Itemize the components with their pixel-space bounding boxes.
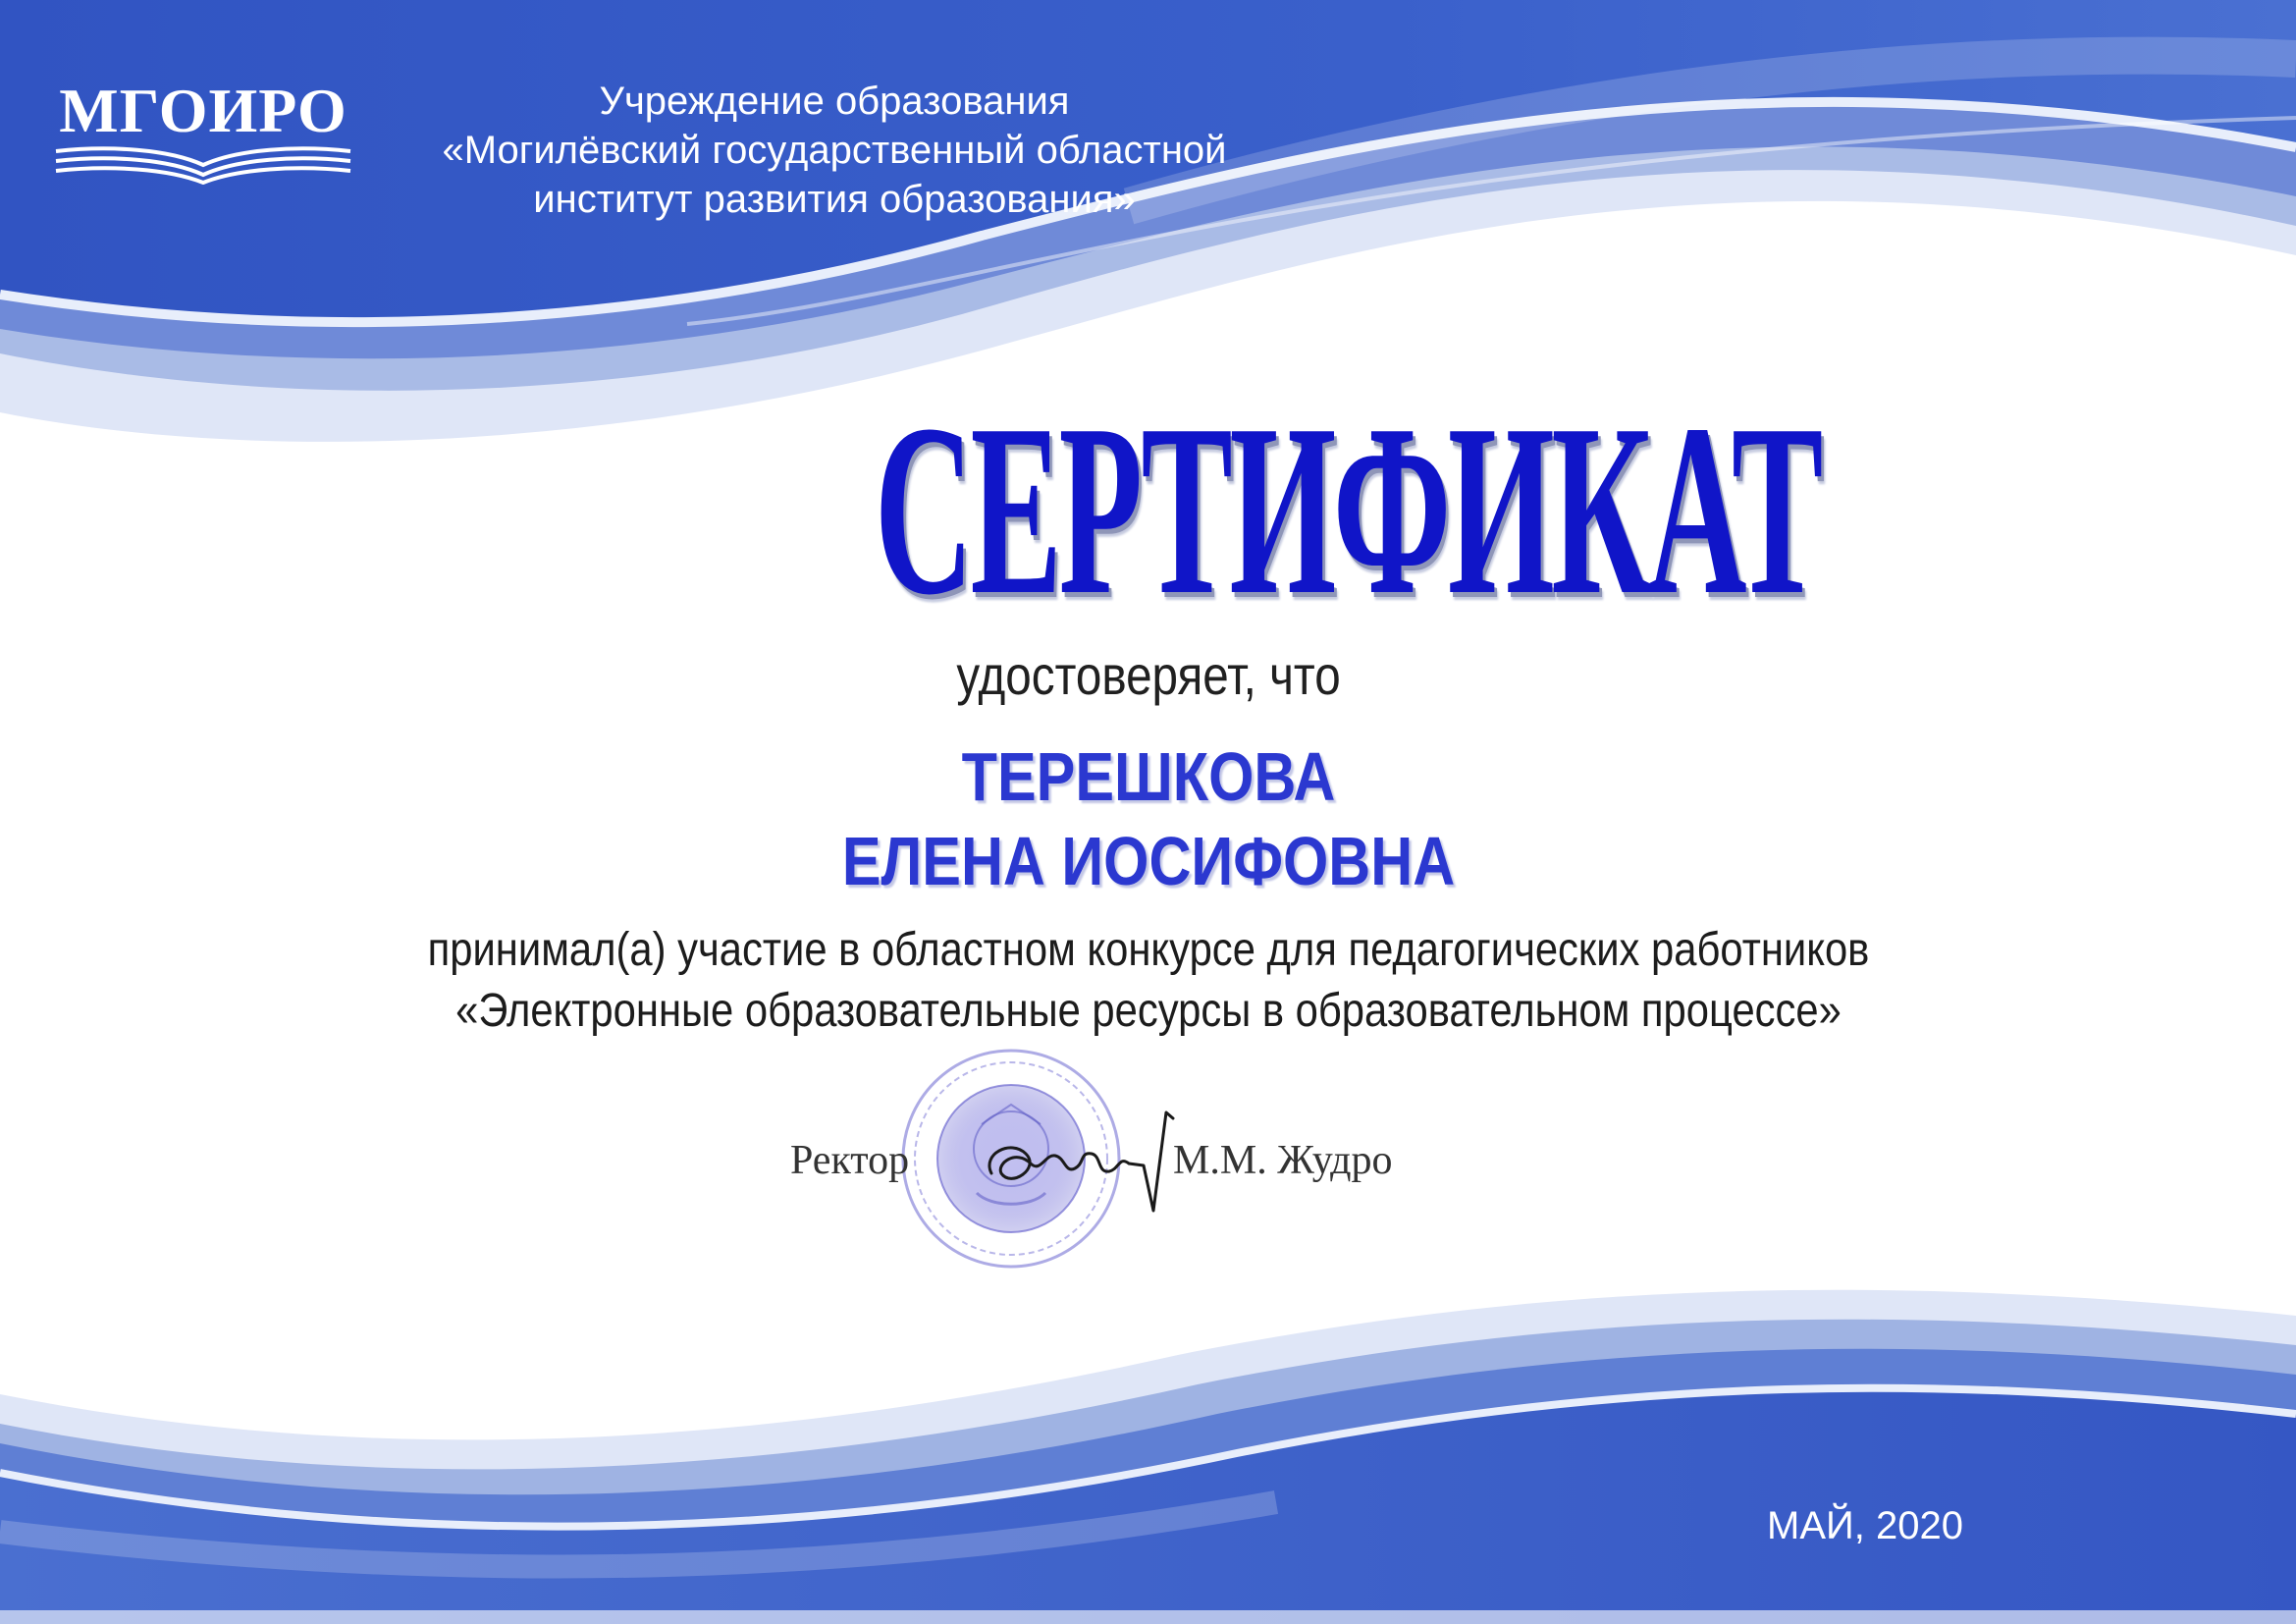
certificate-description — [405, 920, 1892, 1042]
recipient-surname: ТЕРЕШКОВА — [961, 738, 1336, 815]
recipient-name — [757, 734, 1541, 903]
open-book-icon — [51, 143, 355, 185]
signer-position: Ректор — [790, 1138, 910, 1183]
recipient-given-names: ЕЛЕНА ИОСИФОВНА — [841, 823, 1456, 899]
organization-line-3: институт развития образования» — [533, 178, 1136, 221]
certifies-text: удостоверяет, что — [956, 644, 1341, 706]
description-line-1: принимал(а) участие в областном конкурсе для педагогических работников — [427, 924, 1870, 976]
signer-name: М.М. Жудро — [1173, 1138, 1393, 1183]
organization-name — [363, 77, 1306, 224]
description-line-2: «Электронные образовательные ресурсы в образовательном процессе» — [455, 985, 1842, 1037]
issue-date: МАЙ, 2020 — [1767, 1504, 1963, 1547]
organization-line-1: Учреждение образования — [599, 80, 1070, 123]
institute-logo — [51, 77, 355, 185]
organization-line-2: «Могилёвский государственный областной — [442, 129, 1227, 172]
logo-text: МГОИРО — [59, 76, 347, 145]
certificate-title: СЕРТИФИКАТ — [874, 374, 1821, 646]
handwritten-signature — [972, 1095, 1207, 1242]
